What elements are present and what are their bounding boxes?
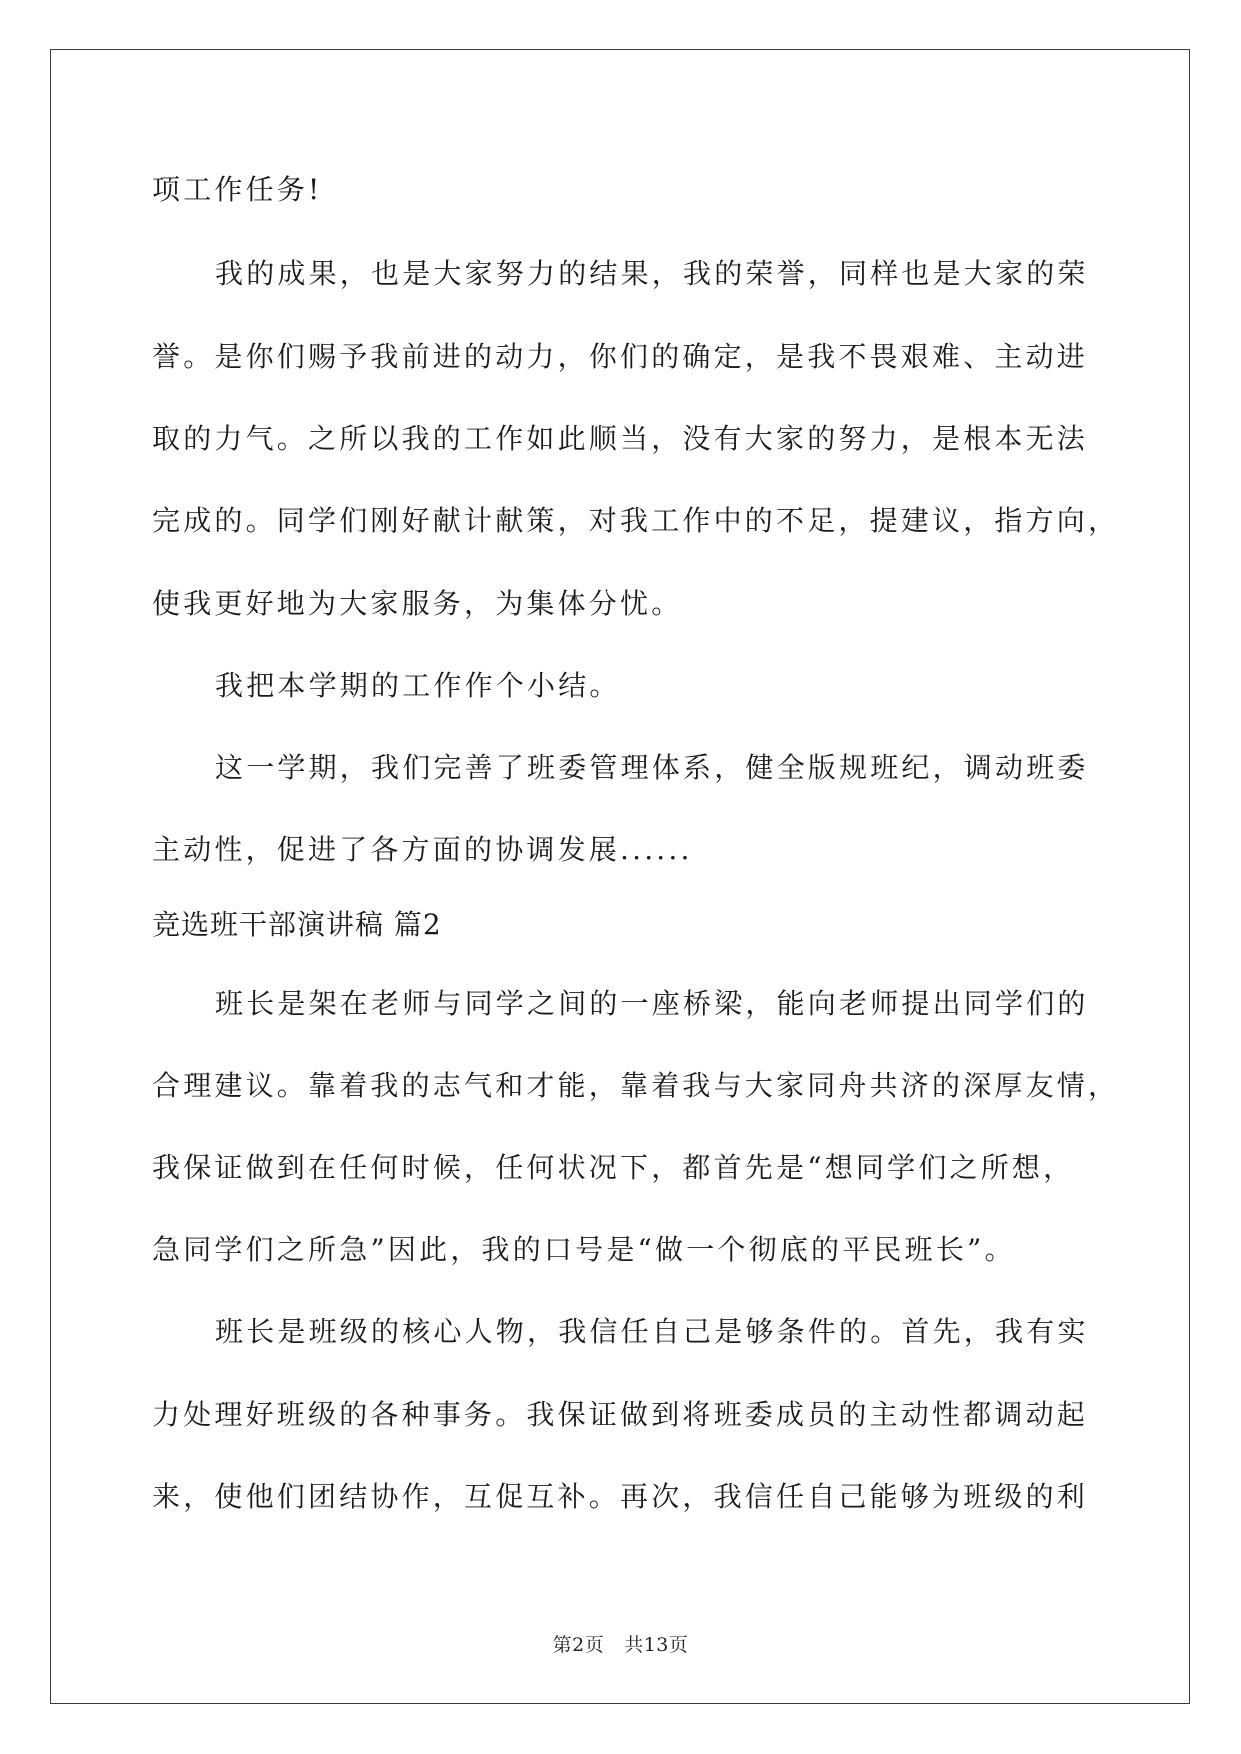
section-heading: 竞选班干部演讲稿 篇2 — [152, 908, 442, 941]
text-line-3: 誉。是你们赐予我前进的动力，你们的确定，是我不畏艰难、主动进 — [152, 340, 1089, 373]
text-line-8: 这一学期，我们完善了班委管理体系，健全版规班纪，调动班委 — [215, 751, 1089, 784]
page-footer — [0, 1633, 1241, 1657]
text-line-5: 完成的。同学们刚好献计献策，对我工作中的不足，提建议，指方向， — [152, 504, 1120, 537]
text-line-9: 主动性，促进了各方面的协调发展...... — [152, 833, 693, 866]
text-line-13: 急同学们之所急”因此，我的口号是“做一个彻底的平民班长”。 — [152, 1233, 1016, 1266]
text-line-12: 我保证做到在任何时候，任何状况下，都首先是“想同学们之所想， — [152, 1151, 1075, 1184]
text-line-11: 合理建议。靠着我的志气和才能，靠着我与大家同舟共济的深厚友情， — [152, 1069, 1120, 1102]
page-border — [50, 49, 1190, 1704]
text-line-10: 班长是架在老师与同学之间的一座桥梁，能向老师提出同学们的 — [215, 987, 1089, 1020]
text-line-16: 来，使他们团结协作，互促互补。再次，我信任自己能够为班级的利 — [152, 1480, 1089, 1513]
text-line-14: 班长是班级的核心人物，我信任自己是够条件的。首先，我有实 — [215, 1315, 1089, 1348]
text-line-1: 项工作任务! — [152, 173, 323, 206]
text-line-7: 我把本学期的工作作个小结。 — [215, 669, 621, 702]
page-total: 共13页 — [624, 1634, 689, 1656]
text-line-15: 力处理好班级的各种事务。我保证做到将班委成员的主动性都调动起 — [152, 1398, 1089, 1431]
text-line-2: 我的成果，也是大家努力的结果，我的荣誉，同样也是大家的荣 — [215, 257, 1089, 290]
page-number: 第2页 — [552, 1634, 605, 1656]
text-line-4: 取的力气。之所以我的工作如此顺当，没有大家的努力，是根本无法 — [152, 422, 1089, 455]
text-line-6: 使我更好地为大家服务，为集体分忧。 — [152, 587, 683, 620]
